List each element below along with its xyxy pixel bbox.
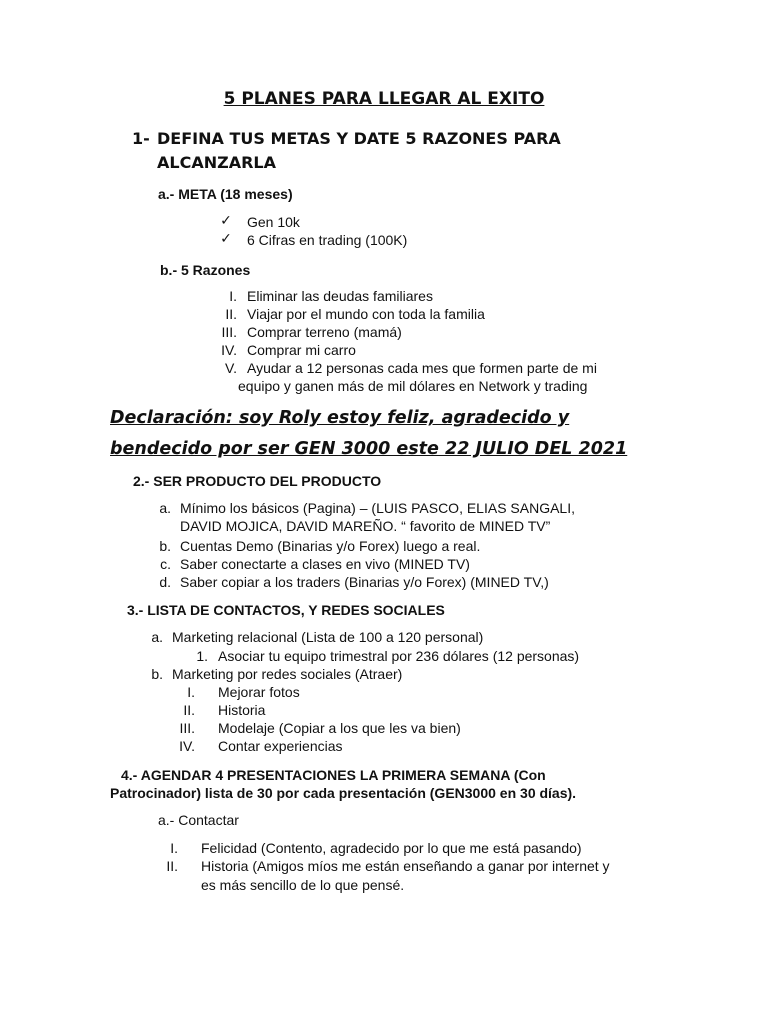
list-marker: I. [187, 684, 195, 700]
section3-b-item: Contar experiencias [218, 738, 343, 754]
list-marker: II. [166, 858, 178, 874]
section2-item: Saber conectarte a clases en vivo (MINED TV) [180, 556, 470, 572]
list-marker: IV. [179, 738, 195, 754]
list-marker: 1. [196, 648, 208, 664]
check-icon: ✓ [220, 212, 232, 228]
declaration-line2: bendecido por ser GEN 3000 este 22 JULIO DEL 2021 [110, 439, 628, 459]
list-marker: b. [159, 538, 171, 554]
razon-item: Viajar por el mundo con toda la familia [247, 306, 485, 322]
section3-subitem: Asociar tu equipo trimestral por 236 dólares (12 personas) [218, 648, 580, 664]
section1-number: 1- [132, 129, 150, 148]
section3-b-item: Mejorar fotos [218, 684, 300, 700]
section4-heading-line1: 4.- AGENDAR 4 PRESENTACIONES LA PRIMERA SEMANA (Con [121, 767, 546, 783]
meta-item: Gen 10k [247, 214, 300, 230]
section3-item-a: Marketing relacional (Lista de 100 a 120 personal) [172, 629, 484, 645]
razones-label: b.- 5 Razones [160, 262, 251, 278]
razon-item: Comprar terreno (mamá) [247, 324, 402, 340]
razon-item-continuation: equipo y ganen más de mil dólares en Network y trading [238, 378, 588, 394]
list-marker: II. [225, 306, 237, 322]
meta-label: a.- META (18 meses) [158, 186, 293, 202]
contactar-item-continuation: es más sencillo de lo que pensé. [201, 877, 405, 893]
razon-item: Comprar mi carro [247, 342, 356, 358]
contactar-item: Felicidad (Contento, agradecido por lo que me está pasando) [201, 840, 582, 856]
section2-item-continuation: DAVID MOJICA, DAVID MAREÑO. “ favorito de MINED TV” [180, 518, 551, 534]
section2-item: Cuentas Demo (Binarias y/o Forex) luego a real. [180, 538, 481, 554]
razon-item: Eliminar las deudas familiares [247, 288, 433, 304]
contactar-item: Historia (Amigos míos me están enseñando a ganar por internet y [201, 858, 610, 874]
section2-item: Saber copiar a los traders (Binarias y/o Forex) (MINED TV,) [180, 574, 549, 590]
section2-heading: 2.- SER PRODUCTO DEL PRODUCTO [133, 473, 382, 489]
list-marker: III. [179, 720, 195, 736]
list-marker: b. [151, 666, 163, 682]
list-marker: c. [160, 556, 171, 572]
section1-heading-line1: DEFINA TUS METAS Y DATE 5 RAZONES PARA [157, 129, 561, 148]
section3-b-item: Modelaje (Copiar a los que les va bien) [218, 720, 461, 736]
check-icon: ✓ [220, 230, 232, 246]
section2-item: Mínimo los básicos (Pagina) – (LUIS PASCO, ELIAS SANGALI, [180, 500, 576, 516]
list-marker: d. [159, 574, 171, 590]
list-marker: III. [221, 324, 237, 340]
section3-item-b: Marketing por redes sociales (Atraer) [172, 666, 403, 682]
section4-heading-line2: Patrocinador) lista de 30 por cada presentación (GEN3000 en 30 días). [110, 785, 577, 801]
list-marker: I. [229, 288, 237, 304]
list-marker: II. [183, 702, 195, 718]
page-title: 5 PLANES PARA LLEGAR AL EXITO [223, 89, 545, 109]
list-marker: IV. [221, 342, 237, 358]
list-marker: I. [170, 840, 178, 856]
list-marker: V. [225, 360, 237, 376]
section3-heading: 3.- LISTA DE CONTACTOS, Y REDES SOCIALES [127, 602, 445, 618]
contactar-label: a.- Contactar [158, 812, 239, 828]
list-marker: a. [159, 500, 171, 516]
list-marker: a. [151, 629, 163, 645]
razon-item: Ayudar a 12 personas cada mes que formen parte de mi [247, 360, 597, 376]
section1-heading-line2: ALCANZARLA [157, 153, 276, 172]
section3-b-item: Historia [218, 702, 266, 718]
meta-item: 6 Cifras en trading (100K) [247, 232, 408, 248]
declaration-line1: Declaración: soy Roly estoy feliz, agradecido y [110, 408, 570, 428]
